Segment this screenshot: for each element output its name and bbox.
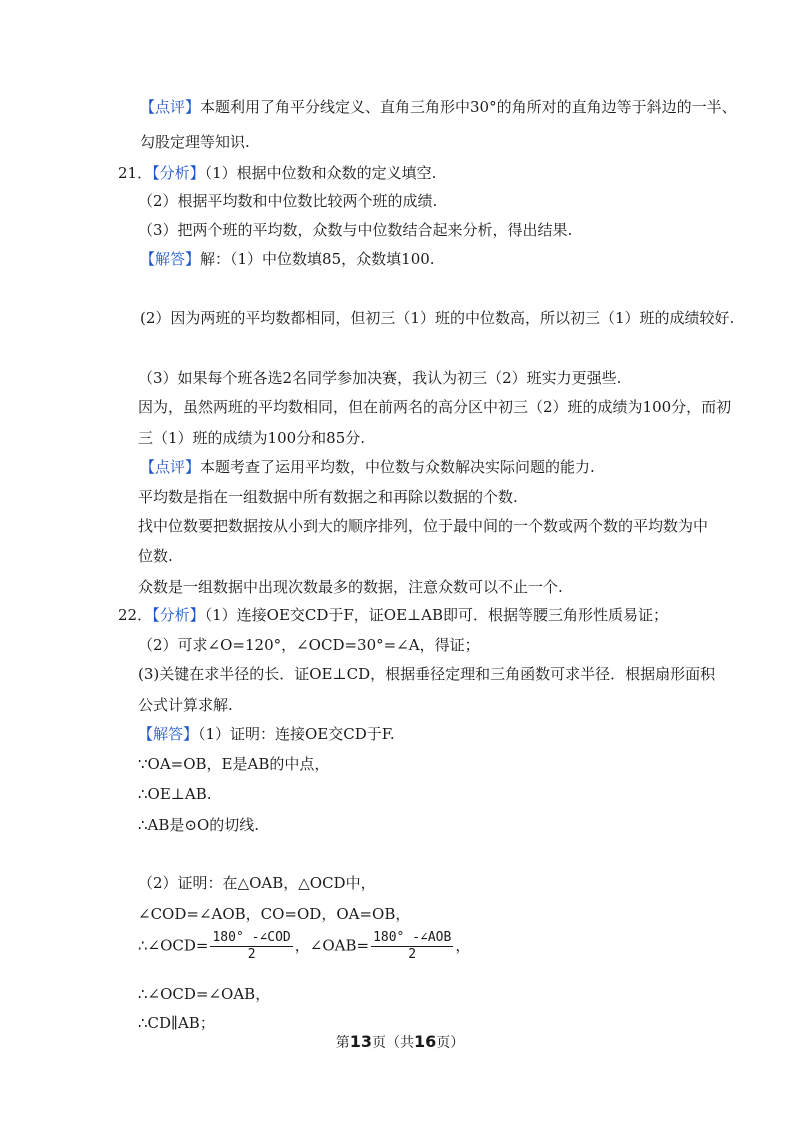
answer-tag: 【解答】 (140, 250, 201, 268)
q21-comment-2: 平均数是指在一组数据中所有数据之和再除以数据的个数. (138, 488, 518, 506)
page-footer: 第13页（共16页） (335, 1032, 465, 1051)
answer-tag: 【解答】 (138, 725, 199, 743)
analysis-tag: 【分析】 (152, 606, 205, 624)
comment-tag: 【点评】 (140, 98, 201, 116)
q21-analysis-2: （2）根据平均数和中位数比较两个班的成绩. (138, 192, 438, 210)
page-number: 13 (349, 1032, 372, 1051)
q22-answer-1: 【解答】（1）证明：连接OE交CD于F. (138, 725, 395, 743)
q22-proof-4: ∴∠OCD=∠OAB， (138, 985, 271, 1003)
comment-line-1: 【点评】本题利用了角平分线定义、直角三角形中30°的角所对的直角边等于斜边的一半、 (140, 98, 737, 116)
q21-answer-3: （3）如果每个班各选2名同学参加决赛，我认为初三（2）班实力更强些. (138, 369, 622, 387)
q22-analysis-4: 公式计算求解. (138, 696, 233, 714)
q22-analysis-line: 22．【分析】（1）连接OE交CD于F，证OE⊥AB即可．根据等腰三角形性质易证； (118, 606, 669, 624)
q22-step-1: ∵OA=OB，E是AB的中点， (138, 755, 330, 773)
q21-answer-5: 三（1）班的成绩为100分和85分. (138, 429, 366, 447)
q21-answer-2: (2）因为两班的平均数都相同，但初三（1）班的中位数高，所以初三（1）班的成绩较好. (140, 309, 735, 327)
question-number: 21． (118, 164, 153, 182)
q21-analysis-line: 21．【分析】（1）根据中位数和众数的定义填空. (118, 164, 437, 182)
q22-proof-2: ∠COD=∠AOB，CO=OD，OA=OB， (138, 905, 411, 923)
fraction: $\frac{\text{180° -∠COD}}{2}$ (212, 930, 291, 962)
q22-step-2: ∴OE⊥AB. (138, 785, 212, 803)
comment-line-2: 勾股定理等知识. (140, 133, 250, 151)
comment-tag: 【点评】 (140, 458, 201, 476)
fraction: $\frac{\text{180° -∠AOB}}{2}$ (373, 930, 452, 962)
question-number: 22． (118, 606, 153, 624)
analysis-tag: 【分析】 (152, 164, 205, 182)
q22-fraction-line: ∴∠OCD= $\frac{\text{180° -∠COD}}{2}$ ，∠OAB= $\frac{\text{180° -∠AOB}}{2}$ ， (138, 930, 471, 962)
q22-analysis-3: (3)关键在求半径的长．证OE⊥CD，根据垂径定理和三角函数可求半径．根据扇形面积 (138, 665, 716, 683)
q22-proof-5: ∴CD∥AB； (138, 1014, 215, 1032)
total-pages: 16 (414, 1032, 437, 1051)
q21-comment-1: 【点评】本题考查了运用平均数，中位数与众数解决实际问题的能力. (140, 458, 595, 476)
q21-answer-1: 【解答】解：（1）中位数填85，众数填100. (140, 250, 435, 268)
q21-comment-4: 位数. (138, 547, 173, 565)
q21-analysis-3: （3）把两个班的平均数，众数与中位数结合起来分析，得出结果. (138, 221, 573, 239)
q22-analysis-2: （2）可求∠O=120°，∠OCD=30°=∠A，得证； (138, 636, 480, 654)
q22-proof-1: （2）证明：在△OAB，△OCD中， (138, 874, 376, 892)
q21-answer-4: 因为，虽然两班的平均数相同，但在前两名的高分区中初三（2）班的成绩为100分，而初 (138, 398, 732, 416)
q21-comment-5: 众数是一组数据中出现次数最多的数据，注意众数可以不止一个. (138, 578, 563, 596)
q22-step-3: ∴AB是⊙O的切线. (138, 816, 260, 834)
q21-comment-3: 找中位数要把数据按从小到大的顺序排列，位于最中间的一个数或两个数的平均数为中 (138, 517, 709, 535)
